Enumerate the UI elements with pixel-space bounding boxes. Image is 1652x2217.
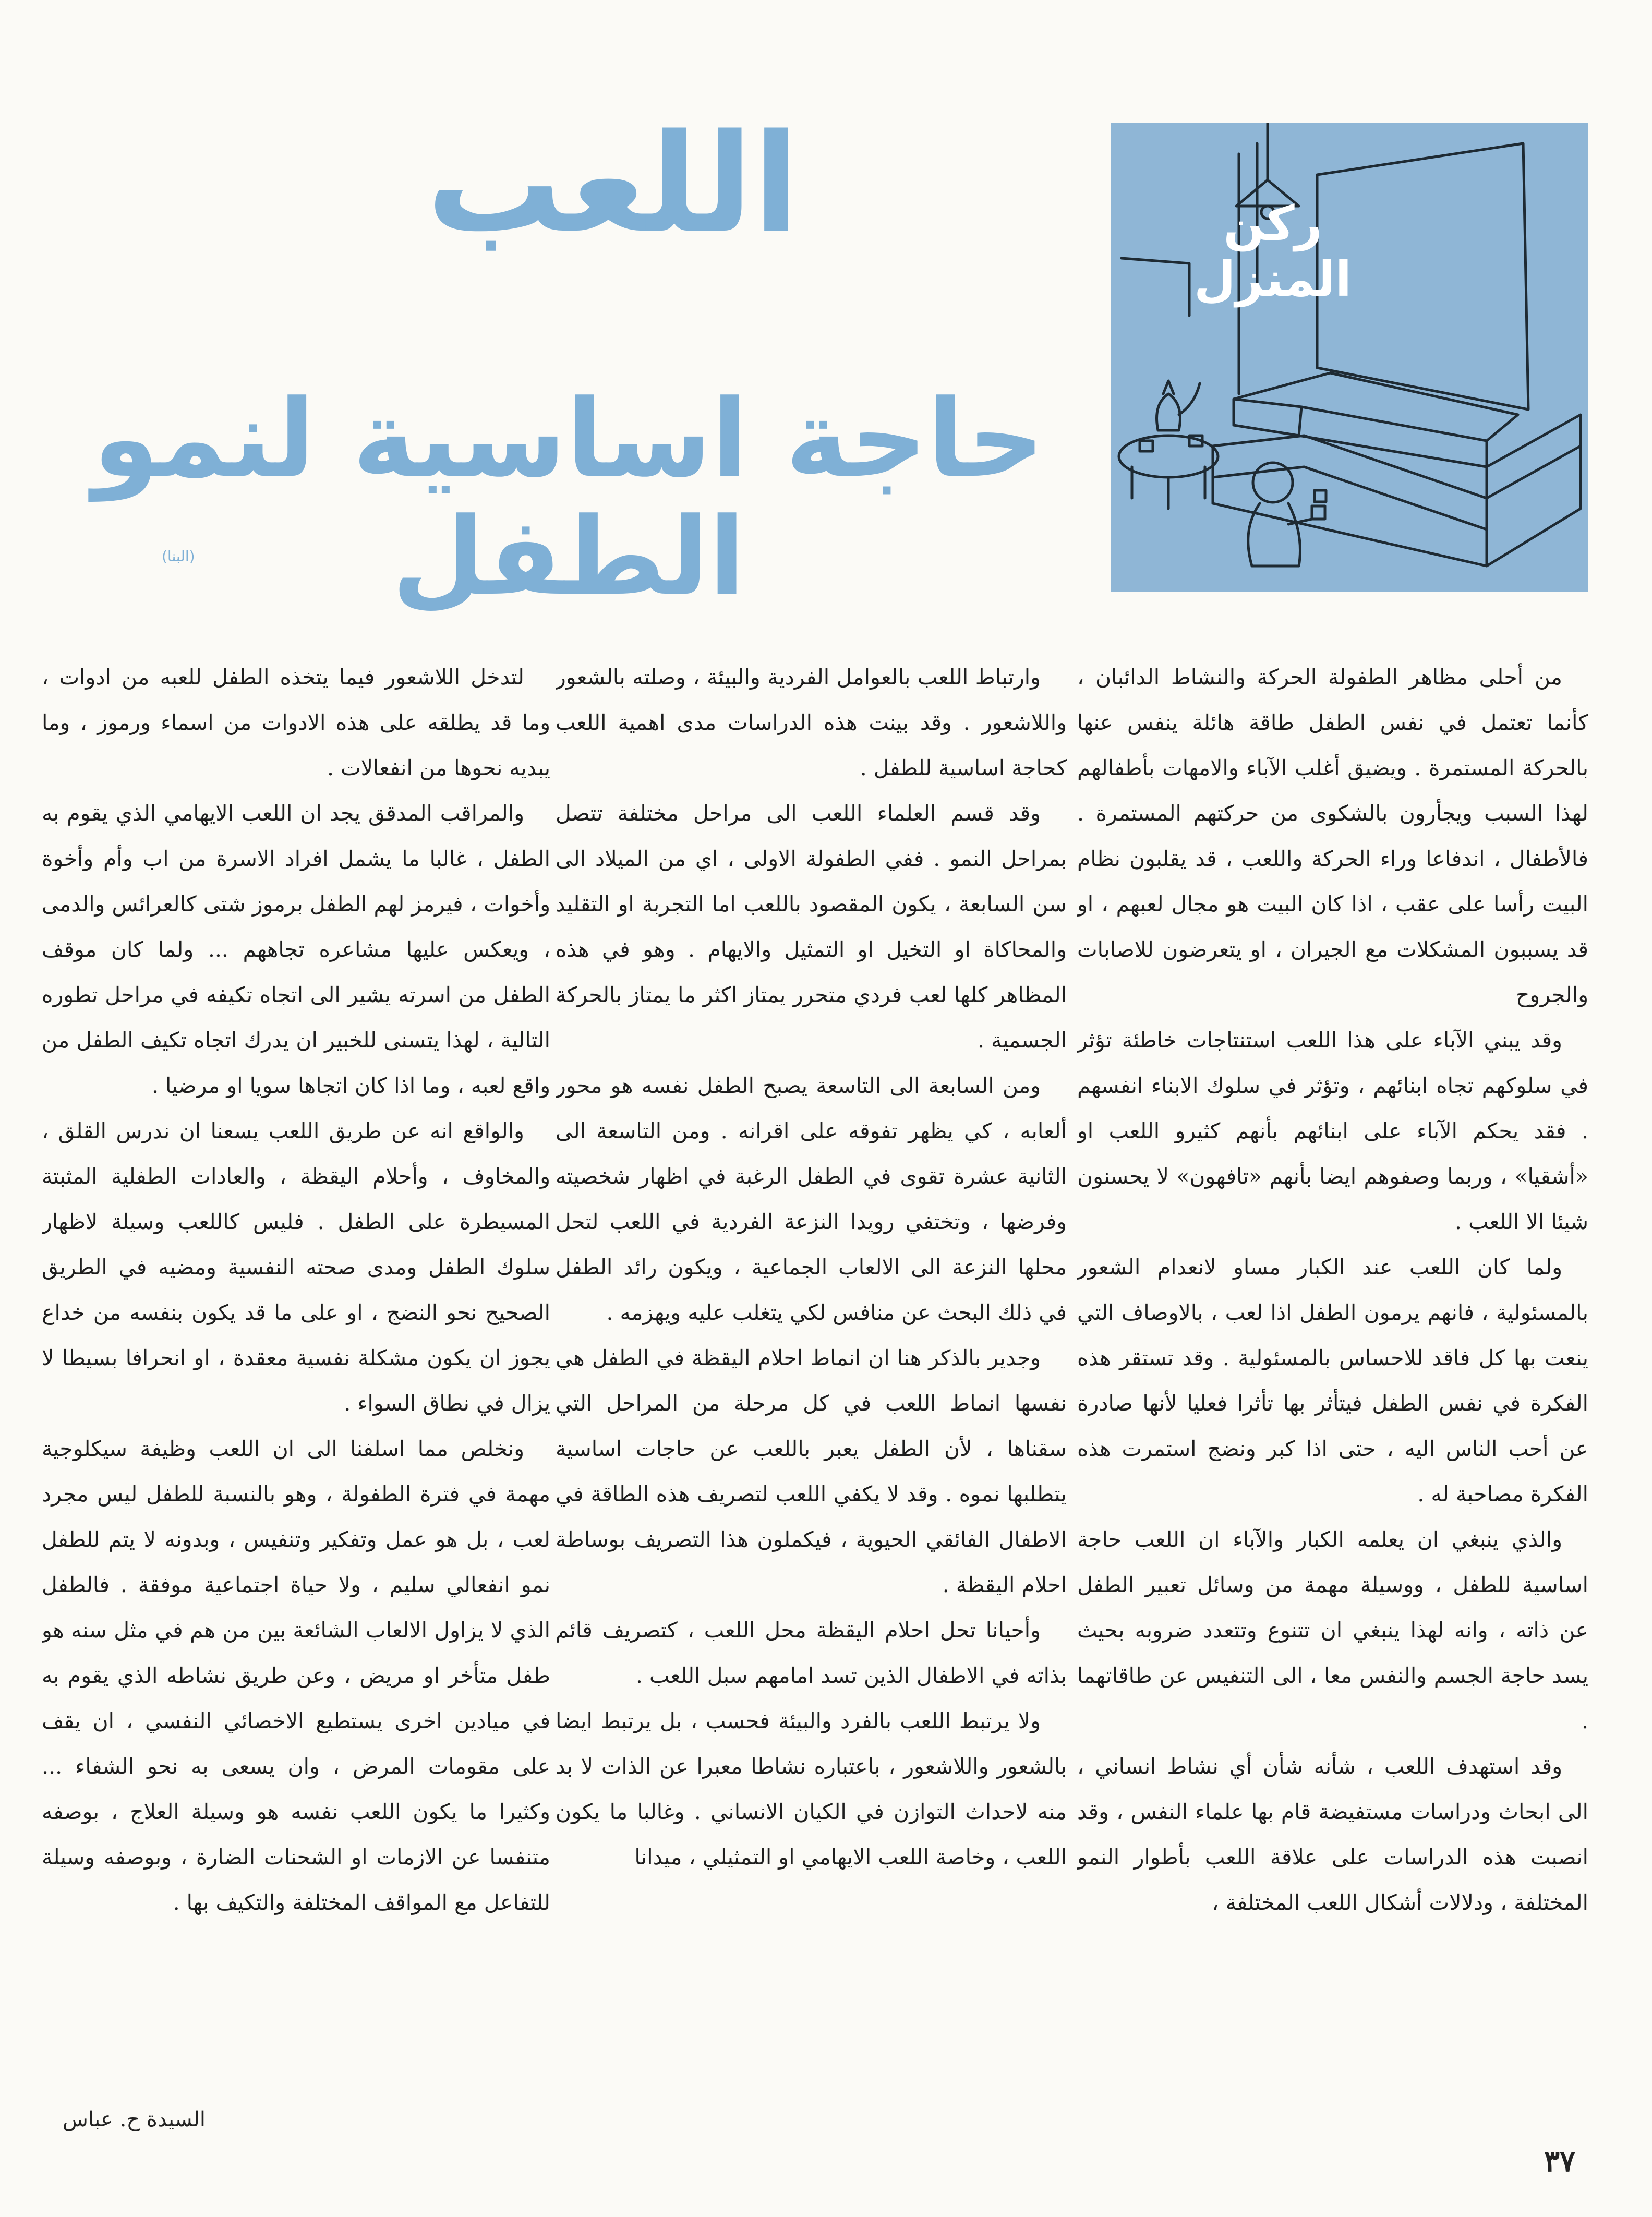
paragraph: ومن السابعة الى التاسعة يصبح الطفل نفسه هو محور ألعابه ، كي يظهر تفوقه على اقرانه . ومن التاسعة الى الثانية عشرة تقوى في الطفل الرغبة في اظهار شخصيته وفرضها ، وتختفي رويدا النزعة الفردية في اللعب لتحل محلها النزعة الى الالعاب الجماعية ، ويكون رائد الطفل في ذلك البحث عن منافس لكي يتغلب عليه ويهزمه . [556,1073,1067,1325]
text-column-1 [1077,655,1588,2037]
paragraph: ولا يرتبط اللعب بالفرد والبيئة فحسب ، بل يرتبط ايضا بالشعور واللاشعور ، باعتباره نشاطا معبرا عن الذات لا بد منه لاحداث التوازن في الكيان الانساني . وغالبا ما يكون اللعب ، وخاصة اللعب الايهامي او التمثيلي ، ميدانا [556,1708,1067,1870]
home-corner-illustration [1111,123,1588,592]
paragraph: وارتباط اللعب بالعوامل الفردية والبيئة ، وصلته بالشعور واللاشعور . وقد بينت هذه الدراسات مدى اهمية اللعب كحاجة اساسية للطفل . [556,665,1067,780]
page-number: ٣٧ [1544,2144,1576,2178]
article-title: اللعب [426,105,800,263]
paragraph: وجدير بالذكر هنا ان انماط احلام اليقظة في الطفل هي نفسها انماط اللعب في كل مرحلة من المراحل التي سقناها ، لأن الطفل يعبر باللعب عن حاجات اساسية يتطلبها نموه . وقد لا يكفي اللعب لتصريف هذه الطاقة في الاطفال الفائقي الحيوية ، فيكملون هذا التصريف بوساطة احلام اليقظة . [556,1345,1067,1597]
paragraph: والذي ينبغي ان يعلمه الكبار والآباء ان اللعب حاجة اساسية للطفل ، ووسيلة مهمة من وسائل تعبير الطفل عن ذاته ، وانه لهذا ينبغي ان تتنوع وتتعدد ضروبه بحيث يسد حاجة الجسم والنفس معا ، الى التنفيس عن طاقاتهما . [1077,1527,1588,1733]
text-column-2 [556,655,1067,2037]
paragraph: وأحيانا تحل احلام اليقظة محل اللعب ، كتصريف قائم بذاته في الاطفال الذين تسد امامهم سبل اللعب . [556,1618,1067,1688]
text-column-3 [42,655,550,2037]
paragraph: ولما كان اللعب عند الكبار مساو لانعدام الشعور بالمسئولية ، فانهم يرمون الطفل اذا لعب ، بالاوصاف التي ينعت بها كل فاقد للاحساس بالمسئولية . وقد تستقر هذه الفكرة في نفس الطفل فيتأثر بها تأثرا فعليا لأنها صادرة عن أحب الناس اليه ، حتى اذا كبر ونضج استمرت هذه الفكرة مصاحبة له . [1077,1255,1588,1507]
paragraph: وقد قسم العلماء اللعب الى مراحل مختلفة تتصل بمراحل النمو . ففي الطفولة الاولى ، اي من الميلاد الى سن السابعة ، يكون المقصود باللعب اما التجربة او التقليد والمحاكاة او التخيل او التمثيل والايهام . وهو في هذه المظاهر كلها لعب فردي متحرر يمتاز اكثر ما يمتاز بالحركة الجسمية . [556,801,1067,1053]
article-subtitle: حاجة اساسية لنمو الطفل [92,377,1045,619]
paragraph: لتدخل اللاشعور فيما يتخذه الطفل للعبه من ادوات ، وما قد يطلقه على هذه الادوات من اسماء ورموز ، وما يبديه نحوها من انفعالات . [42,665,550,780]
teapot-icon [1157,394,1180,430]
author-byline: السيدة ح. عباس [63,2107,206,2131]
paragraph: والمراقب المدقق يجد ان اللعب الايهامي الذي يقوم به الطفل ، غالبا ما يشمل افراد الاسرة من اب وأم وأخوة وأخوات ، فيرمز لهم الطفل برموز شتى كالعرائس والدمى ، ويعكس عليها مشاعره تجاههم ... ولما كان موقف الطفل من اسرته يشير الى اتجاه تكيفه في مراحل تطوره التالية ، لهذا يتسنى للخبير ان يدرك اتجاه تكيف الطفل من واقع لعبه ، وما اذا كان اتجاها سويا او مرضيا . [42,801,550,1098]
paragraph: والواقع انه عن طريق اللعب يسعنا ان ندرس القلق ، والمخاوف ، وأحلام اليقظة ، والعادات الطفلية المثبتة المسيطرة على الطفل . فليس كاللعب وسيلة لاظهار سلوك الطفل ومدى صحته النفسية ومضيه في الطريق الصحيح نحو النضج ، او على ما قد يكون بنفسه من خداع يجوز ان يكون مشكلة نفسية معقدة ، او انحرافا بسيطا لا يزال في نطاق السواء . [42,1118,550,1416]
paragraph: وقد استهدف اللعب ، شأنه شأن أي نشاط انساني ، الى ابحاث ودراسات مستفيضة قام بها علماء النفس ، وقد انصبت هذه الدراسات على علاقة اللعب بأطوار النمو المختلفة ، ودلالات أشكال اللعب المختلفة ، [1077,1754,1588,1915]
paragraph: وقد يبني الآباء على هذا اللعب استنتاجات خاطئة تؤثر في سلوكهم تجاه ابنائهم ، وتؤثر في سلوك الابناء انفسهم . فقد يحكم الآباء على ابنائهم بأنهم كثيرو اللعب او «أشقيا» ، وربما وصفوهم ايضا بأنهم «تافهون» لا يحسنون شيئا الا اللعب . [1077,1028,1588,1234]
paragraph: ونخلص مما اسلفنا الى ان اللعب وظيفة سيكلوجية مهمة في فترة الطفولة ، وهو بالنسبة للطفل ليس مجرد لعب ، بل هو عمل وتفكير وتنفيس ، وبدونه لا يتم للطفل نمو انفعالي سليم ، ولا حياة اجتماعية موفقة . فالطفل الذي لا يزاول الالعاب الشائعة بين من هم في مثل سنه هو طفل متأخر او مريض ، وعن طريق نشاطه الذي يقوم به في ميادين اخرى يستطيع الاخصائي النفسي ، ان يقف على مقومات المرض ، وان يسعى به نحو الشفاء ... وكثيرا ما يكون اللعب نفسه هو وسيلة العلاج ، بوصفه متنفسا عن الازمات او الشحنات الضارة ، وبوصفه وسيلة للتفاعل مع المواقف المختلفة والتكيف بها . [42,1436,550,1915]
paragraph: من أحلى مظاهر الطفولة الحركة والنشاط الدائبان ، كأنما تعتمل في نفس الطفل طاقة هائلة ينفس عنها بالحركة المستمرة . ويضيق أغلب الآباء والامهات بأطفالهم لهذا السبب ويجأرون بالشكوى من حركتهم المستمرة . فالأطفال ، اندفاعا وراء الحركة واللعب ، قد يقلبون نظام البيت رأسا على عقب ، اذا كان البيت هو مجال لعبهم ، او قد يسببون المشكلات مع الجيران ، او يتعرضون للاصابات والجروح [1077,665,1588,1007]
child-icon [1253,463,1293,502]
section-label: ركن المنزل [1193,196,1352,307]
artist-signature: (البنا) [162,548,195,565]
room-drawing [1111,123,1588,592]
